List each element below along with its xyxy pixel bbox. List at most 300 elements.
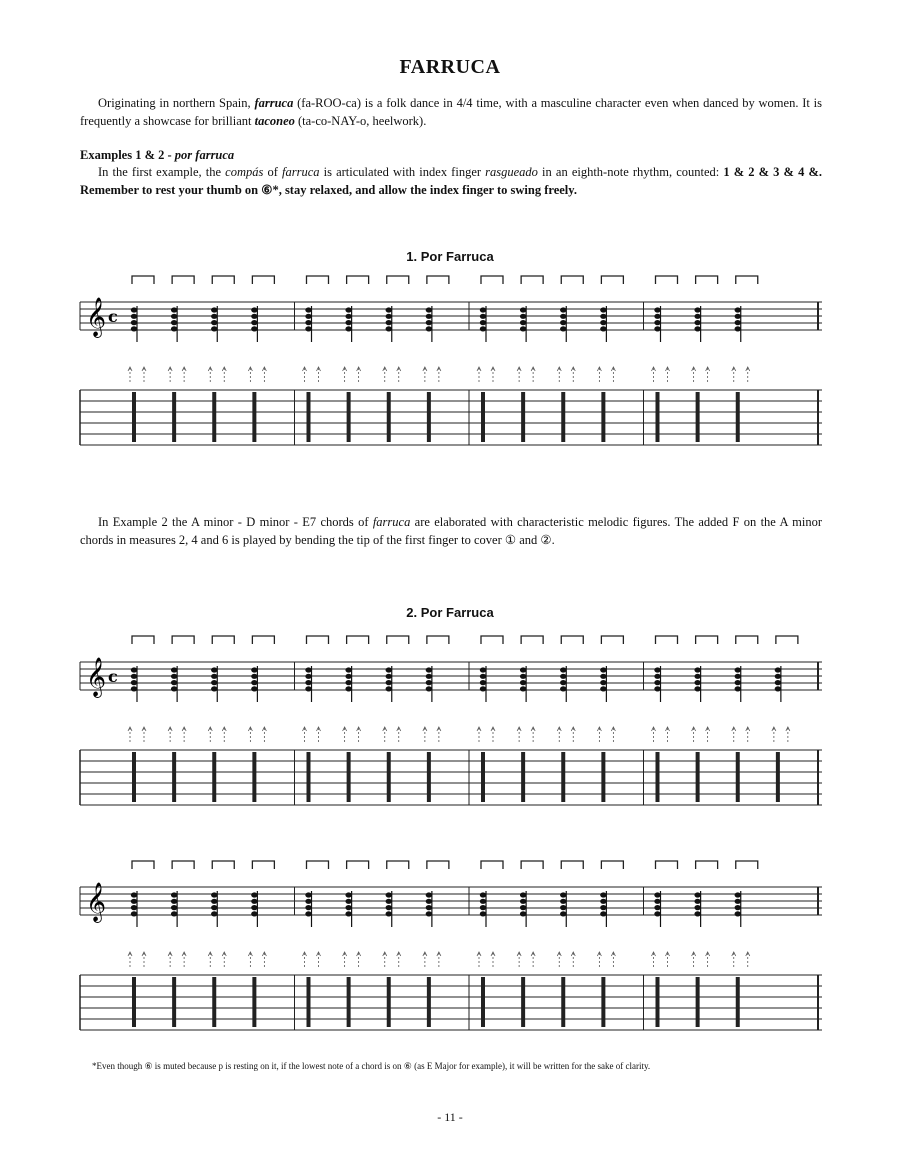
notehead — [654, 680, 660, 685]
ex1-text-1: In the first example, the — [98, 165, 226, 179]
tab-chord-mark — [347, 392, 351, 442]
tab-chord-mark — [696, 392, 700, 442]
notehead — [520, 686, 526, 691]
stroke-beam-icon — [212, 276, 234, 284]
notehead — [654, 320, 660, 325]
notehead — [386, 686, 392, 691]
notehead — [600, 680, 606, 685]
intro-text-2: (fa-ROO-ca) is a folk dance in 4/4 time, with a masculine character even when danced by women. It is frequently a showcase for brilliant — [80, 96, 822, 128]
notehead — [211, 314, 217, 319]
tab-chord-mark — [696, 752, 700, 802]
notehead — [560, 680, 566, 685]
notehead — [480, 680, 486, 685]
notehead — [251, 674, 257, 679]
notehead — [694, 326, 700, 331]
notehead — [560, 892, 566, 897]
notehead — [560, 674, 566, 679]
tab-chord-mark — [387, 392, 391, 442]
ex1-text-2: of — [263, 165, 283, 179]
tab-chord-mark — [601, 977, 605, 1027]
stroke-beam-icon — [736, 636, 758, 644]
stroke-beam-icon — [521, 861, 543, 869]
common-time-icon: c — [108, 307, 118, 326]
notehead — [480, 905, 486, 910]
notehead — [694, 314, 700, 319]
notehead — [480, 686, 486, 691]
tab-chord-mark — [521, 977, 525, 1027]
notehead — [211, 326, 217, 331]
notehead — [251, 667, 257, 672]
notehead — [211, 892, 217, 897]
stroke-beam-icon — [307, 636, 329, 644]
example1-paragraph — [80, 164, 822, 199]
notehead — [560, 326, 566, 331]
tab-chord-mark — [561, 752, 565, 802]
notehead — [694, 680, 700, 685]
tab-chord-mark — [521, 752, 525, 802]
notehead — [560, 686, 566, 691]
notehead — [386, 911, 392, 916]
notehead — [345, 686, 351, 691]
intro-text-1: Originating in northern Spain, — [98, 96, 255, 110]
page-number: - 11 - — [437, 1110, 463, 1124]
tab-chord-mark — [656, 977, 660, 1027]
stroke-beam-icon — [347, 636, 369, 644]
tab-chord-mark — [736, 392, 740, 442]
notehead — [426, 899, 432, 904]
notehead — [560, 911, 566, 916]
tab-chord-mark — [521, 392, 525, 442]
tab-chord-mark — [132, 752, 136, 802]
notehead — [654, 686, 660, 691]
notehead — [520, 911, 526, 916]
notehead — [520, 314, 526, 319]
notehead — [520, 905, 526, 910]
notehead — [386, 680, 392, 685]
notehead — [131, 667, 137, 672]
stroke-beam-icon — [387, 636, 409, 644]
notehead — [694, 905, 700, 910]
tab-chord-mark — [347, 752, 351, 802]
notehead — [520, 667, 526, 672]
notehead — [520, 674, 526, 679]
notehead — [131, 892, 137, 897]
notehead — [386, 905, 392, 910]
tab-chord-mark — [656, 752, 660, 802]
notehead — [131, 320, 137, 325]
notehead — [211, 680, 217, 685]
tab-chord-mark — [212, 752, 216, 802]
notation-svg — [0, 272, 900, 472]
notehead — [386, 307, 392, 312]
notehead — [251, 686, 257, 691]
stroke-beam-icon — [561, 861, 583, 869]
stroke-beam-icon — [521, 636, 543, 644]
tab-chord-mark — [481, 392, 485, 442]
notehead — [345, 326, 351, 331]
stroke-beam-icon — [132, 276, 154, 284]
examples-heading-label: Examples 1 & 2 - — [80, 148, 175, 162]
notehead — [251, 680, 257, 685]
stroke-beam-icon — [481, 636, 503, 644]
notehead — [426, 314, 432, 319]
notehead — [654, 905, 660, 910]
notehead — [251, 892, 257, 897]
stroke-beam-icon — [427, 636, 449, 644]
notehead — [520, 899, 526, 904]
notehead — [654, 899, 660, 904]
notehead — [480, 911, 486, 916]
notehead — [480, 307, 486, 312]
tab-chord-mark — [696, 977, 700, 1027]
notehead — [735, 674, 741, 679]
notehead — [131, 674, 137, 679]
tab-chord-mark — [427, 752, 431, 802]
tab-chord-mark — [481, 752, 485, 802]
notehead — [426, 320, 432, 325]
notehead — [735, 899, 741, 904]
notehead — [251, 905, 257, 910]
score-system-3 — [0, 857, 900, 1062]
notehead — [386, 667, 392, 672]
notehead — [480, 892, 486, 897]
notehead — [305, 326, 311, 331]
notehead — [426, 307, 432, 312]
notehead — [600, 314, 606, 319]
notehead — [735, 326, 741, 331]
stroke-beam-icon — [481, 276, 503, 284]
stroke-beam-icon — [601, 276, 623, 284]
tab-chord-mark — [427, 392, 431, 442]
notehead — [735, 686, 741, 691]
notehead — [305, 680, 311, 685]
notehead — [171, 686, 177, 691]
stroke-beam-icon — [656, 636, 678, 644]
notehead — [426, 667, 432, 672]
tab-chord-mark — [172, 977, 176, 1027]
notehead — [305, 905, 311, 910]
notehead — [600, 892, 606, 897]
tab-chord-mark — [776, 752, 780, 802]
treble-clef-icon: 𝄞 — [86, 882, 107, 922]
stroke-beam-icon — [776, 636, 798, 644]
notehead — [305, 667, 311, 672]
tab-chord-mark — [561, 977, 565, 1027]
stroke-beam-icon — [132, 861, 154, 869]
stroke-beam-icon — [656, 276, 678, 284]
notehead — [426, 326, 432, 331]
notehead — [251, 326, 257, 331]
stroke-beam-icon — [427, 276, 449, 284]
notehead — [131, 326, 137, 331]
notehead — [345, 905, 351, 910]
tab-chord-mark — [307, 977, 311, 1027]
notehead — [131, 905, 137, 910]
notehead — [251, 307, 257, 312]
notehead — [426, 686, 432, 691]
notehead — [600, 905, 606, 910]
notehead — [211, 307, 217, 312]
notehead — [211, 674, 217, 679]
notehead — [560, 307, 566, 312]
notehead — [426, 680, 432, 685]
notehead — [171, 314, 177, 319]
treble-clef-icon: 𝄞 — [86, 297, 107, 337]
notehead — [426, 674, 432, 679]
notehead — [775, 674, 781, 679]
notehead — [171, 899, 177, 904]
notehead — [305, 307, 311, 312]
tab-chord-mark — [736, 752, 740, 802]
tab-chord-mark — [212, 392, 216, 442]
stroke-beam-icon — [736, 861, 758, 869]
tab-chord-mark — [307, 752, 311, 802]
tab-chord-mark — [481, 977, 485, 1027]
stroke-beam-icon — [561, 636, 583, 644]
stroke-beam-icon — [387, 276, 409, 284]
notation-svg — [0, 857, 900, 1057]
tab-chord-mark — [601, 752, 605, 802]
notehead — [654, 674, 660, 679]
tab-chord-mark — [736, 977, 740, 1027]
notehead — [386, 326, 392, 331]
notehead — [171, 911, 177, 916]
notehead — [735, 892, 741, 897]
stroke-beam-icon — [656, 861, 678, 869]
notehead — [305, 314, 311, 319]
notehead — [654, 314, 660, 319]
notehead — [131, 680, 137, 685]
notehead — [345, 314, 351, 319]
intro-term-farruca: farruca — [254, 96, 294, 110]
stroke-beam-icon — [696, 276, 718, 284]
notehead — [694, 892, 700, 897]
stroke-beam-icon — [307, 861, 329, 869]
score-system-2 — [0, 632, 900, 837]
notehead — [131, 899, 137, 904]
figure-2-title: 2. Por Farruca — [406, 605, 494, 620]
tab-chord-mark — [172, 752, 176, 802]
ex2-text-1: In Example 2 the A minor - D minor - E7 chords of — [98, 515, 373, 529]
notehead — [480, 326, 486, 331]
notehead — [735, 307, 741, 312]
ex1-instruction: Remember to rest your thumb on ⑥*, stay relaxed, and allow the index finger to swing freely. — [80, 182, 577, 197]
notehead — [251, 314, 257, 319]
notehead — [251, 911, 257, 916]
notehead — [560, 899, 566, 904]
ex1-term-farruca: farruca — [282, 165, 320, 179]
notehead — [305, 892, 311, 897]
notehead — [654, 667, 660, 672]
examples-heading-italic: por farruca — [174, 148, 235, 162]
ex1-term-compas: compás — [225, 165, 264, 179]
notehead — [211, 686, 217, 691]
notehead — [345, 320, 351, 325]
notehead — [171, 905, 177, 910]
notehead — [305, 320, 311, 325]
notehead — [600, 320, 606, 325]
notehead — [171, 667, 177, 672]
notehead — [775, 686, 781, 691]
notehead — [386, 314, 392, 319]
notehead — [600, 911, 606, 916]
footnote: *Even though ⑥ is muted because p is resting on it, if the lowest note of a chord is on ⑥ (as E Major for example), it will be written for the sake of clarity. — [92, 1061, 651, 1071]
notehead — [345, 911, 351, 916]
notehead — [386, 899, 392, 904]
notehead — [694, 667, 700, 672]
stroke-beam-icon — [212, 861, 234, 869]
stroke-beam-icon — [252, 636, 274, 644]
tab-chord-mark — [427, 977, 431, 1027]
notehead — [426, 911, 432, 916]
notehead — [480, 667, 486, 672]
notehead — [131, 911, 137, 916]
examples-heading — [80, 148, 234, 163]
notehead — [426, 905, 432, 910]
notehead — [171, 320, 177, 325]
stroke-beam-icon — [601, 861, 623, 869]
notehead — [211, 905, 217, 910]
notehead — [775, 667, 781, 672]
notehead — [305, 899, 311, 904]
notehead — [694, 911, 700, 916]
notehead — [520, 320, 526, 325]
tab-chord-mark — [252, 977, 256, 1027]
notehead — [694, 899, 700, 904]
tab-chord-mark — [387, 977, 391, 1027]
notehead — [694, 307, 700, 312]
notehead — [520, 326, 526, 331]
notehead — [305, 911, 311, 916]
treble-clef-icon: 𝄞 — [86, 657, 107, 697]
notehead — [251, 320, 257, 325]
notehead — [211, 899, 217, 904]
tab-chord-mark — [307, 392, 311, 442]
notehead — [251, 899, 257, 904]
notehead — [131, 686, 137, 691]
notehead — [305, 686, 311, 691]
notehead — [345, 674, 351, 679]
page-title: FARRUCA — [399, 56, 501, 78]
ex1-text-4: in an eighth-note rhythm, counted: — [537, 165, 724, 179]
notehead — [735, 314, 741, 319]
stroke-beam-icon — [561, 276, 583, 284]
notehead — [171, 674, 177, 679]
notehead — [600, 307, 606, 312]
ex1-term-rasgueado: rasgueado — [485, 165, 538, 179]
intro-term-taconeo: taconeo — [254, 113, 295, 128]
notehead — [386, 892, 392, 897]
notehead — [600, 667, 606, 672]
notehead — [426, 892, 432, 897]
notehead — [305, 674, 311, 679]
tab-chord-mark — [132, 392, 136, 442]
notehead — [171, 680, 177, 685]
notehead — [694, 674, 700, 679]
notehead — [735, 680, 741, 685]
intro-paragraph — [80, 95, 822, 130]
tab-chord-mark — [252, 392, 256, 442]
notehead — [345, 892, 351, 897]
tab-chord-mark — [347, 977, 351, 1027]
stroke-beam-icon — [387, 861, 409, 869]
notehead — [171, 326, 177, 331]
notehead — [694, 686, 700, 691]
tab-chord-mark — [561, 392, 565, 442]
notehead — [735, 905, 741, 910]
intro-text-3: (ta-co-NAY-o, heelwork). — [294, 113, 427, 128]
notehead — [654, 911, 660, 916]
example2-paragraph — [80, 514, 822, 549]
stroke-beam-icon — [481, 861, 503, 869]
stroke-beam-icon — [736, 276, 758, 284]
tab-chord-mark — [212, 977, 216, 1027]
notehead — [386, 320, 392, 325]
notehead — [654, 307, 660, 312]
notehead — [560, 320, 566, 325]
notehead — [480, 320, 486, 325]
score-system-1 — [0, 272, 900, 477]
tab-chord-mark — [132, 977, 136, 1027]
notehead — [654, 892, 660, 897]
figure-1-title: 1. Por Farruca — [406, 249, 494, 264]
notehead — [560, 314, 566, 319]
notehead — [345, 680, 351, 685]
stroke-beam-icon — [307, 276, 329, 284]
notehead — [600, 899, 606, 904]
notehead — [211, 320, 217, 325]
stroke-beam-icon — [696, 636, 718, 644]
stroke-beam-icon — [252, 861, 274, 869]
notehead — [694, 320, 700, 325]
notehead — [386, 674, 392, 679]
stroke-beam-icon — [601, 636, 623, 644]
tab-chord-mark — [387, 752, 391, 802]
common-time-icon: c — [108, 667, 118, 686]
notehead — [654, 326, 660, 331]
notehead — [171, 892, 177, 897]
stroke-beam-icon — [252, 276, 274, 284]
notehead — [211, 667, 217, 672]
notehead — [520, 680, 526, 685]
ex1-count: 1 & 2 & 3 & 4 &. — [723, 165, 822, 179]
notehead — [600, 326, 606, 331]
tab-chord-mark — [601, 392, 605, 442]
notehead — [600, 686, 606, 691]
notehead — [735, 911, 741, 916]
ex2-text-2: are elaborated with characteristic melodic figures. The added F on the A minor chords in measures 2, 4 and 6 is played by bending the tip of the first finger to cover ① and ②. — [80, 515, 822, 547]
tab-chord-mark — [252, 752, 256, 802]
ex1-text-3: is articulated with index finger — [319, 165, 486, 179]
notehead — [735, 320, 741, 325]
stroke-beam-icon — [172, 861, 194, 869]
stroke-beam-icon — [132, 636, 154, 644]
notehead — [345, 899, 351, 904]
notehead — [560, 905, 566, 910]
notehead — [600, 674, 606, 679]
notehead — [560, 667, 566, 672]
notehead — [520, 892, 526, 897]
notehead — [735, 667, 741, 672]
stroke-beam-icon — [212, 636, 234, 644]
notehead — [775, 680, 781, 685]
notehead — [480, 899, 486, 904]
stroke-beam-icon — [347, 861, 369, 869]
notehead — [345, 307, 351, 312]
stroke-beam-icon — [696, 861, 718, 869]
notehead — [345, 667, 351, 672]
stroke-beam-icon — [521, 276, 543, 284]
